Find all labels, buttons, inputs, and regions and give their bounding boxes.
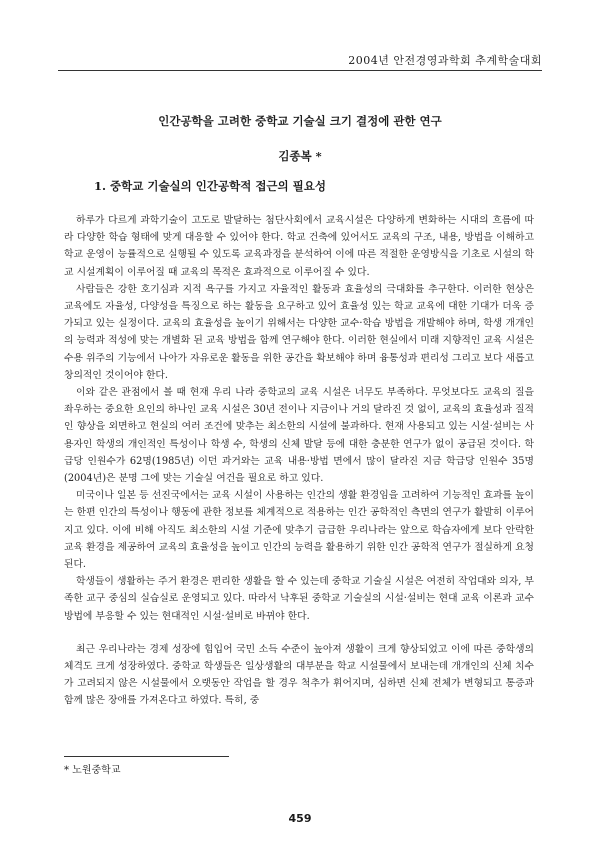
paragraph: 이와 같은 관점에서 볼 때 현재 우리 나라 중학교의 교육 시설은 너무도 부족하다. 무엇보다도 교육의 질을 좌우하는 중요한 요인의 하나인 교육 시설은 30년 전이나 지금이나 거의 달라진 것 없이, 교육의 효율성과 질적인 향상을 외면하고 현실의 여러 조건에 맞추는 최소한의 시설에 불과하다. 현재 사용되고 있는 시설·설비는 사용자인 학생의 개인적인 특성이나 학생 수, 학생의 신체 발달 등에 대한 충분한 연구가 없이 공급된 것이다. 학급당 인원수가 62명(1985년) 이던 과거와는 교육 내용·방법 면에서 많이 달라진 지금 학급당 인원수 35명(2004년)은 분명 그에 맞는 기술실 여건을 필요로 하고 있다. (64, 387, 534, 485)
footnote-rule (64, 756, 229, 757)
paragraph: 최근 우리나라는 경제 성장에 힘입어 국민 소득 수준이 높아져 생활이 크게 향상되었고 이에 따른 중학생의 체격도 크게 성장하였다. 중학교 학생들은 일상생활의 대부분을 학교 시설물에서 보내는데 개개인의 신체 치수가 고려되지 않은 시설물에서 오랫동안 작업을 할 경우 척추가 휘어지며, 심하면 신체 전체가 변형되고 통증과 함께 많은 장애를 가져온다고 하였다. 특히, 중 (64, 643, 534, 707)
paragraph: 하루가 다르게 과학기술이 고도로 발달하는 첨단사회에서 교육시설은 다양하게 변화하는 시대의 흐름에 따라 다양한 학습 형태에 맞게 대응할 수 있어야 한다. 학교 건축에 있어서도 교육의 구조, 내용, 방법을 이해하고 학교 운영이 능률적으로 실행될 수 있도록 교육과정을 분석하여 이에 따른 적절한 운영방식을 기초로 시설의 학교 시설계획이 이루어질 때 교육의 목적은 효과적으로 이루어질 수 있다. (64, 215, 534, 278)
paper-title: 인간공학을 고려한 중학교 기술실 크기 결정에 관한 연구 (158, 114, 442, 128)
paper-author: 김종복 * (278, 149, 322, 163)
body-text (64, 212, 534, 710)
paragraph: 미국이나 일본 등 선진국에서는 교육 시설이 사용하는 인간의 생활 환경임을 고려하여 기능적인 효과를 높이는 한편 인간의 특성이나 행동에 관한 정보를 체계적으로 적용하는 인간 공학적인 측면의 연구가 활발히 이루어지고 있다. 이에 비해 아직도 최소한의 시설 기준에 맞추기 급급한 우리나라는 앞으로 학습자에게 보다 안락한 교육 환경을 제공하여 교육의 효율성을 높이고 인간의 능력을 활용하기 위한 인간 공학적 연구가 절실하게 요청된다. (64, 490, 534, 571)
paragraph: 사람들은 강한 호기심과 지적 욕구를 가지고 자율적인 활동과 효율성의 극대화를 추구한다. 이러한 현상은 교육에도 자율성, 다양성을 특징으로 하는 활동을 요구하고 있어 효율성 있는 학교 교육에 대한 기대가 더욱 증가되고 있는 실정이다. 교육의 효율성을 높이기 위해서는 다양한 교수·학습 방법을 개발해야 하며, 학생 개개인의 능력과 적성에 맞는 개별화 된 교육 방법을 함께 연구해야 한다. 이러한 현실에서 미래 지향적인 교육 시설은 수용 위주의 기능에서 나아가 자유로운 활동을 위한 공간을 확보해야 하며 융통성과 편리성 그리고 보다 새롭고 창의적인 것이어야 한다. (64, 283, 534, 381)
footnote: * 노원중학교 (64, 765, 121, 776)
section-heading: 1. 중학교 기술실의 인간공학적 접근의 필요성 (94, 179, 326, 193)
header-rule (58, 70, 542, 71)
paragraph: 학생들이 생활하는 주거 환경은 편리한 생활을 할 수 있는데 중학교 기술실 시설은 여전히 작업대와 의자, 부족한 교구 중심의 실습실로 운영되고 있다. 따라서 낙후된 중학교 기술실의 시설·설비는 현대 교육 이론과 교수 방법에 부응할 수 있는 현대적인 시설·설비로 바뀌야 한다. (64, 576, 534, 622)
page-number: 459 (288, 812, 312, 825)
conference-header: 2004년 안전경영과학회 추계학술대회 (348, 54, 542, 67)
